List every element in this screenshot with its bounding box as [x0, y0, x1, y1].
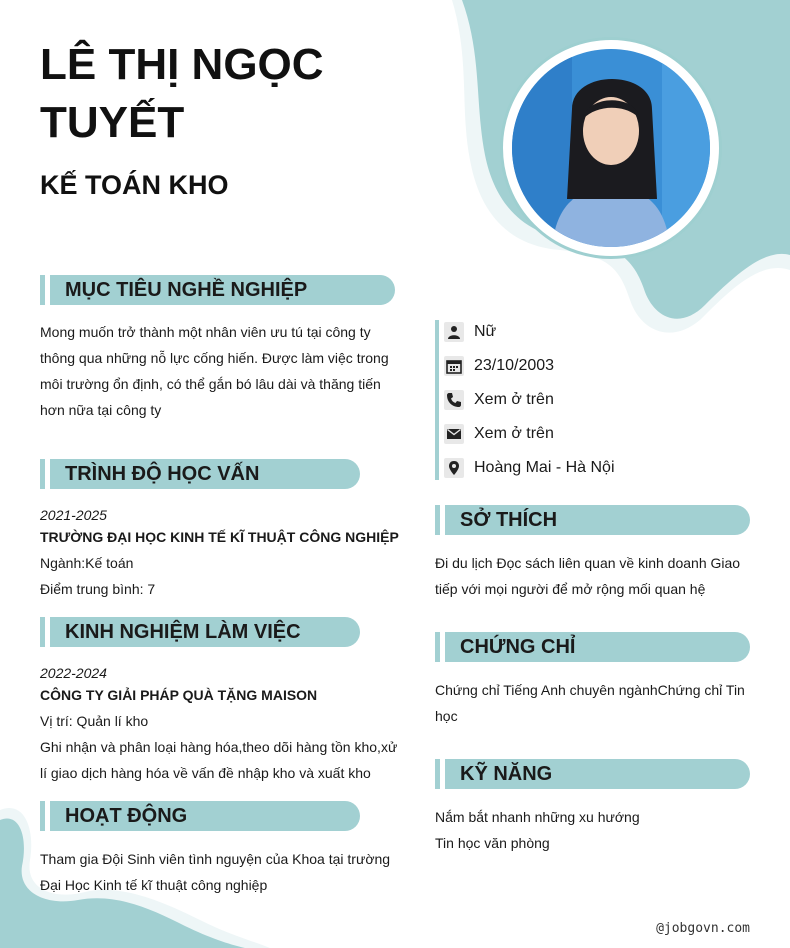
- footer-watermark: @jobgovn.com: [656, 921, 750, 936]
- contact-birthday-value: 23/10/2003: [474, 357, 555, 374]
- education-major: Ngành:Kế toán: [40, 555, 134, 571]
- contact-email-value: Xem ở trên: [474, 425, 554, 442]
- candidate-name: LÊ THỊ NGỌC TUYẾT: [40, 40, 324, 147]
- contact-gender-value: Nữ: [474, 323, 497, 340]
- experience-description: Ghi nhận và phân loại hàng hóa,theo dõi hàng tồn kho,xử lí giao dịch hàng hóa về vấn đề nhập kho và xuất kho: [40, 739, 398, 781]
- hobbies-text: Đi du lịch Đọc sách liên quan về kinh doanh Giao tiếp với mọi người để mở rộng mối quan hệ: [435, 555, 741, 597]
- skill-item: Tin học văn phòng: [435, 835, 550, 851]
- section-certificates-title: CHỨNG CHỈ: [460, 636, 576, 658]
- objective-text: Mong muốn trở thành một nhân viên ưu tú tại công ty thông qua những nỗ lực cống hiến. Được làm việc trong môi trường ổn định, có thể gắn bó lâu dài và thăng tiến hơn nữa tại công ty: [40, 324, 389, 418]
- profile-photo: [512, 49, 710, 247]
- experience-company: CÔNG TY GIẢI PHÁP QUÀ TẶNG MAISON: [40, 687, 318, 703]
- section-activities-title: HOẠT ĐỘNG: [65, 805, 188, 827]
- section-skills-title: KỸ NĂNG: [460, 763, 553, 785]
- experience-period: 2022-2024: [40, 665, 107, 681]
- certificates-text: Chứng chỉ Tiếng Anh chuyên ngànhChứng chỉ Tin học: [435, 682, 745, 724]
- person-icon: [444, 322, 464, 342]
- mail-icon: [444, 424, 464, 444]
- education-school: TRƯỜNG ĐẠI HỌC KINH TẾ KĨ THUẬT CÔNG NGHIỆP: [40, 529, 399, 545]
- skill-item: Nắm bắt nhanh những xu hướng: [435, 809, 640, 825]
- section-skills-heading: [435, 759, 750, 789]
- section-education-heading: [40, 459, 360, 489]
- activities-text: Tham gia Đội Sinh viên tình nguyện của Khoa tại trường Đại Học Kinh tế kĩ thuật công nghiệp: [40, 851, 391, 893]
- location-pin-icon: [444, 458, 464, 478]
- contact-phone-value: Xem ở trên: [474, 391, 554, 408]
- section-experience-title: KINH NGHIỆM LÀM VIỆC: [65, 621, 301, 643]
- education-period: 2021-2025: [40, 507, 107, 523]
- section-experience-heading: [40, 617, 360, 647]
- section-activities-heading: [40, 801, 360, 831]
- job-title: KẾ TOÁN KHO: [40, 170, 229, 200]
- contact-address-value: Hoàng Mai - Hà Nội: [474, 459, 615, 476]
- section-hobbies-heading: [435, 505, 750, 535]
- section-objective-heading: [40, 275, 395, 305]
- education-gpa: Điểm trung bình: 7: [40, 581, 156, 597]
- section-education-title: TRÌNH ĐỘ HỌC VẤN: [65, 463, 260, 485]
- calendar-icon: [444, 356, 464, 376]
- phone-icon: [444, 390, 464, 410]
- experience-position: Vị trí: Quản lí kho: [40, 713, 149, 729]
- contact-accent-bar: [435, 320, 439, 480]
- profile-photo-frame: [500, 37, 722, 259]
- section-hobbies-title: SỞ THÍCH: [460, 509, 558, 531]
- section-objective-title: MỤC TIÊU NGHỀ NGHIỆP: [65, 279, 308, 301]
- section-certificates-heading: [435, 632, 750, 662]
